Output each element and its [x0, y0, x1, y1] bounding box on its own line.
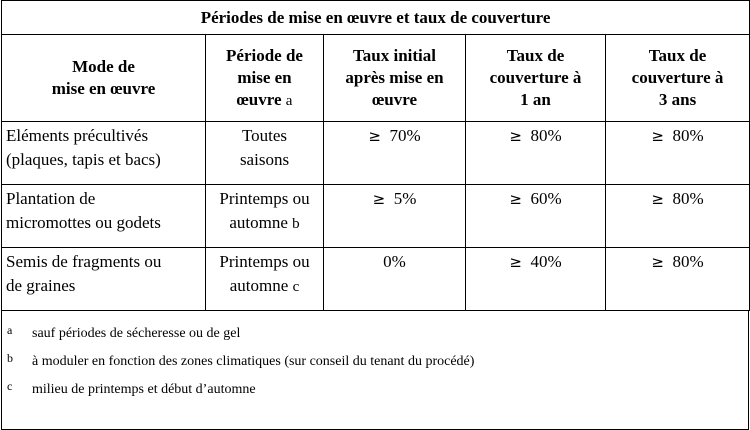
column-header-line: mise en: [237, 67, 292, 87]
one-year-rate-cell-value: 80%: [530, 126, 562, 145]
three-year-rate-cell: [606, 122, 750, 185]
column-header-line: couverture à: [631, 68, 724, 87]
column-header-line: œuvre: [371, 90, 417, 109]
periode-cell: [206, 185, 324, 248]
mode-line: Semis de fragments ou: [6, 252, 162, 271]
periode-line: Toutes: [241, 126, 288, 145]
periode-cell: [206, 122, 324, 185]
column-header-line: mise en œuvre: [51, 79, 156, 98]
periode-cell: [206, 248, 324, 311]
footnote-text: à moduler en fonction des zones climatiques (sur conseil du tenant du procédé): [32, 354, 475, 369]
footnote-mark: b: [7, 351, 13, 365]
ge-symbol: ≥: [651, 190, 664, 208]
footnote-mark: a: [7, 323, 13, 337]
column-header-line: Mode de: [72, 57, 135, 76]
three-year-rate-cell-value: 80%: [672, 189, 704, 208]
initial-rate-cell-value: 70%: [389, 126, 421, 145]
mode-line: (plaques, tapis et bacs): [6, 150, 161, 169]
column-header: [606, 35, 750, 122]
column-header: [2, 35, 206, 122]
mode-line: Plantation de: [6, 189, 96, 208]
mode-line: micromottes ou godets: [6, 213, 161, 232]
column-header-line: Taux de: [506, 46, 565, 65]
mode-line: Eléments précultivés: [6, 126, 149, 145]
footnote-text: milieu de printemps et début d’automne: [32, 382, 256, 397]
footnotes: [1, 311, 749, 430]
footnote-ref: a: [285, 92, 293, 109]
periode-line: Printemps ou: [219, 189, 310, 208]
initial-rate-cell-value: 5%: [393, 189, 417, 208]
column-header-line: après mise en: [345, 68, 444, 87]
three-year-rate-cell-value: 80%: [672, 252, 704, 271]
column-header-line: œuvre: [236, 89, 282, 109]
table-row: [2, 185, 750, 248]
column-header-line: couverture à: [489, 68, 582, 87]
column-header: [324, 35, 466, 122]
footnote-text: sauf périodes de sécheresse ou de gel: [32, 326, 241, 341]
three-year-rate-cell: [606, 185, 750, 248]
mode-cell: [2, 122, 206, 185]
column-header-line: 1 an: [520, 90, 551, 109]
footnote-ref: b: [292, 216, 300, 232]
one-year-rate-cell: [466, 122, 606, 185]
coverage-table-container: [1, 0, 749, 404]
column-header-line: 3 ans: [658, 90, 697, 109]
mode-cell: [2, 185, 206, 248]
one-year-rate-cell: [466, 185, 606, 248]
periode-line: automne: [229, 213, 288, 232]
initial-rate-cell: [324, 248, 466, 311]
column-header-line: Période de: [226, 45, 303, 65]
initial-rate-cell: [324, 122, 466, 185]
table-row: [2, 122, 750, 185]
ge-symbol: ≥: [368, 127, 381, 145]
coverage-table: [1, 0, 750, 311]
table-row: [2, 248, 750, 311]
mode-cell: [2, 248, 206, 311]
table-title: Périodes de mise en œuvre et taux de couverture: [2, 1, 750, 35]
header-row: [2, 35, 750, 122]
one-year-rate-cell-value: 40%: [530, 252, 562, 271]
ge-symbol: ≥: [509, 127, 522, 145]
column-header-line: Taux de: [648, 46, 707, 65]
column-header: [206, 35, 324, 122]
footnote-ref: c: [292, 279, 300, 295]
mode-line: de graines: [6, 276, 76, 295]
one-year-rate-cell: [466, 248, 606, 311]
initial-rate-cell: [324, 185, 466, 248]
column-header: [466, 35, 606, 122]
ge-symbol: ≥: [509, 190, 522, 208]
periode-line: saisons: [239, 150, 290, 169]
ge-symbol: ≥: [372, 190, 386, 208]
column-header-line: Taux initial: [353, 46, 436, 65]
three-year-rate-cell-value: 80%: [672, 126, 704, 145]
periode-line: Printemps ou: [219, 252, 310, 271]
ge-symbol: ≥: [651, 253, 664, 271]
periode-line: automne: [229, 276, 289, 295]
ge-symbol: ≥: [509, 253, 522, 271]
three-year-rate-cell: [606, 248, 750, 311]
footnote-mark: c: [7, 379, 13, 393]
ge-symbol: ≥: [651, 127, 664, 145]
initial-rate-cell-value: 0%: [383, 252, 406, 271]
one-year-rate-cell-value: 60%: [530, 189, 562, 208]
